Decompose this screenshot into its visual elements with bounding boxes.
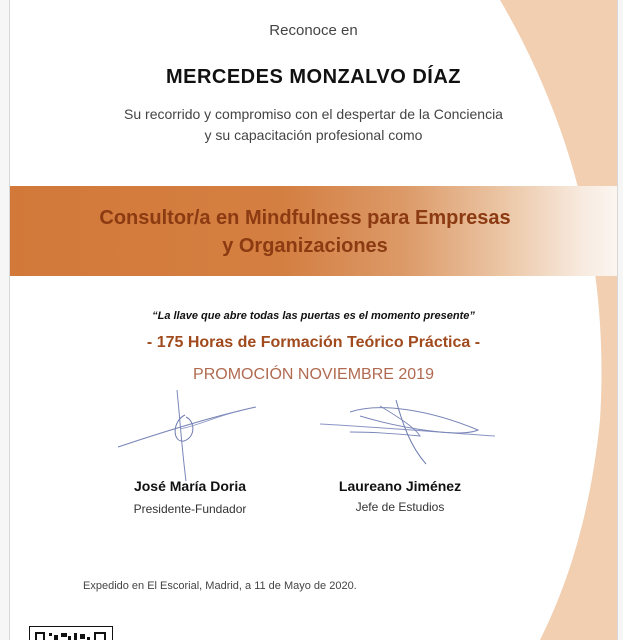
course-title-line-2: y Organizaciones <box>222 235 388 257</box>
signer-name: Laureano Jiménez <box>338 478 462 494</box>
signer-role: Jefe de Estudios <box>355 500 445 514</box>
course-title <box>10 204 600 260</box>
promotion-text: PROMOCIÓN NOVIEMBRE 2019 <box>193 366 434 383</box>
course-title-line-1: Consultor/a en Mindfulness para Empresas <box>99 207 511 229</box>
quote: “La llave que abre todas las puertas es el momento presente” <box>152 310 475 322</box>
signer-name: José María Doria <box>133 478 247 494</box>
signature-doria <box>110 385 260 485</box>
title-banner <box>10 186 617 276</box>
certificate-page <box>9 0 618 640</box>
signer-doria <box>110 478 270 516</box>
description-line-2: y su capacitación profesional como <box>204 127 423 143</box>
recipient-name: MERCEDES MONZALVO DÍAZ <box>165 66 462 88</box>
description-line-1: Su recorrido y compromiso con el despertar de la Conciencia <box>124 106 503 122</box>
issued-text: Expedido en El Escorial, Madrid, a 11 de Mayo de 2020. <box>83 580 357 592</box>
signer-role: Presidente-Fundador <box>133 502 247 516</box>
hours-text: - 175 Horas de Formación Teórico Práctica - <box>146 334 481 351</box>
description <box>10 104 617 146</box>
signature-jimenez <box>320 398 500 468</box>
signer-jimenez <box>320 478 480 514</box>
intro-text: Reconoce en <box>269 22 358 39</box>
qr-code <box>29 626 113 640</box>
